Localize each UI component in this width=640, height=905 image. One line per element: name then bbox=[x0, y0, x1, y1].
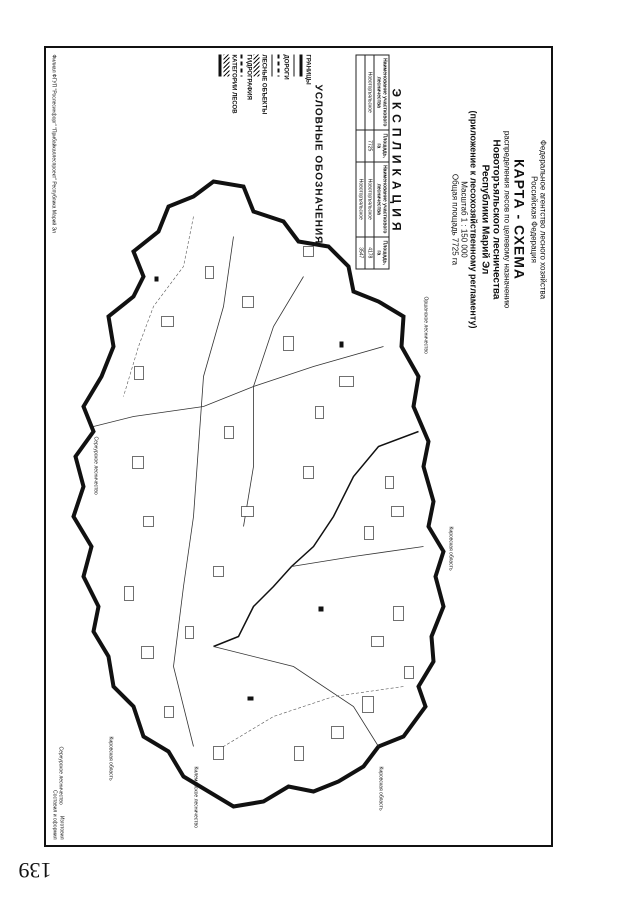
legend-section-title: ЛЕСНЫЕ ОБЪЕКТЫ bbox=[260, 54, 266, 114]
road-line bbox=[173, 236, 233, 746]
republic-name: Республики Марий Эл bbox=[478, 164, 490, 274]
division-line bbox=[213, 431, 418, 646]
explication-cell: 3547 bbox=[356, 236, 365, 268]
total-area: Общая площадь 7725 га bbox=[449, 173, 459, 265]
neighbor-label: Оршанское лесничество bbox=[422, 296, 428, 354]
page-number bbox=[18, 840, 52, 900]
legend-section-title: ДОРОГИ bbox=[282, 54, 288, 80]
legend-swatch-forest bbox=[254, 54, 260, 76]
map-title: КАРТА - СХЕМА bbox=[510, 158, 527, 280]
map-title-block bbox=[450, 54, 547, 384]
legend-swatch-category-solid bbox=[218, 54, 221, 76]
explication-cell bbox=[356, 129, 365, 161]
country-name: Российская Федерация bbox=[528, 175, 538, 263]
legend-row bbox=[253, 54, 260, 274]
forest-parcels bbox=[124, 246, 413, 760]
map-frame bbox=[44, 46, 553, 847]
neighbor-label: Кировская область bbox=[447, 526, 453, 571]
legend-row bbox=[223, 54, 230, 274]
map-scale: Масштаб 1 : 150 000 bbox=[459, 180, 468, 258]
explication-cell bbox=[356, 55, 365, 130]
explication-cell: Новоторъяльское bbox=[356, 161, 365, 236]
signature-block bbox=[50, 790, 64, 839]
explication-cell: Новоторъяльское bbox=[365, 55, 374, 130]
legend-row bbox=[238, 54, 245, 274]
legend-swatch-road bbox=[278, 54, 280, 76]
explication-header: Площадь, га bbox=[374, 129, 389, 161]
explication-header: Площадь, га bbox=[374, 236, 389, 268]
legend-block bbox=[216, 54, 323, 274]
legend-row bbox=[216, 54, 223, 274]
dense-parcels bbox=[154, 276, 343, 700]
explication-cell: 4178 bbox=[365, 236, 374, 268]
neighbor-label: Кировская область bbox=[377, 766, 383, 811]
river-line bbox=[123, 216, 193, 396]
explication-table bbox=[355, 54, 389, 269]
legend-row bbox=[275, 54, 282, 274]
neighbor-label: Кировская область bbox=[107, 736, 113, 781]
legend-swatch-boundary bbox=[299, 54, 302, 76]
neighbor-label: Килемарское лесничество bbox=[192, 766, 198, 828]
road-line bbox=[243, 276, 303, 526]
legend-swatch-boundary-thin bbox=[293, 54, 294, 76]
legend-row bbox=[290, 54, 297, 274]
legend-swatch-category bbox=[224, 54, 230, 76]
signature-line: Изготовил bbox=[58, 815, 64, 839]
legend-row bbox=[297, 54, 304, 274]
explication-heading: ЭКСПЛИКАЦИЯ bbox=[389, 87, 403, 236]
explication-header: Наименование участкового лесничества bbox=[374, 161, 389, 236]
explication-cell: 7725 bbox=[365, 129, 374, 161]
river-line bbox=[223, 686, 403, 746]
legend-section-title: ГРАНИЦЫ bbox=[304, 54, 310, 85]
explication-cell: Новоторъяльское bbox=[365, 161, 374, 236]
explication-row bbox=[365, 55, 374, 269]
explication-header: Наименование участкового лесничества bbox=[374, 55, 389, 130]
legend-section-title: ГИДРОГРАФИЯ bbox=[245, 54, 251, 100]
signature-line: Составил и оформил bbox=[51, 789, 57, 839]
forestry-boundary bbox=[73, 181, 443, 806]
forestry-name: Новоторъяльского лесничества bbox=[490, 139, 502, 299]
explication-row bbox=[356, 55, 365, 269]
explication-block bbox=[355, 54, 403, 269]
legend-heading: УСЛОВНЫЕ ОБОЗНАЧЕНИЯ bbox=[312, 84, 323, 244]
legend-swatch-river bbox=[241, 54, 243, 76]
page-number-text: 139 bbox=[18, 858, 52, 883]
map-footer: Филиал ФГУП "Рослесинфорг" "Прибайкаллеспроект" Республика Марий Эл bbox=[50, 54, 56, 233]
legend-row bbox=[268, 54, 275, 274]
map-rotated-canvas bbox=[44, 46, 553, 847]
agency-name: Федеральное агентство лесного хозяйства bbox=[538, 139, 547, 299]
legend-swatch-road-thin bbox=[271, 54, 272, 76]
legend-section-title: КАТЕГОРИИ ЛЕСОВ bbox=[230, 54, 236, 114]
neighbor-label: Сернурское лесничество bbox=[57, 746, 63, 805]
appendix-note: (приложение к лесохозяйственному регламенту) bbox=[468, 110, 479, 328]
neighbor-label: Сернурское лесничество bbox=[92, 436, 98, 495]
road-line bbox=[213, 646, 378, 746]
map-subtitle: распределения лесов по целевому назначению bbox=[501, 130, 511, 308]
